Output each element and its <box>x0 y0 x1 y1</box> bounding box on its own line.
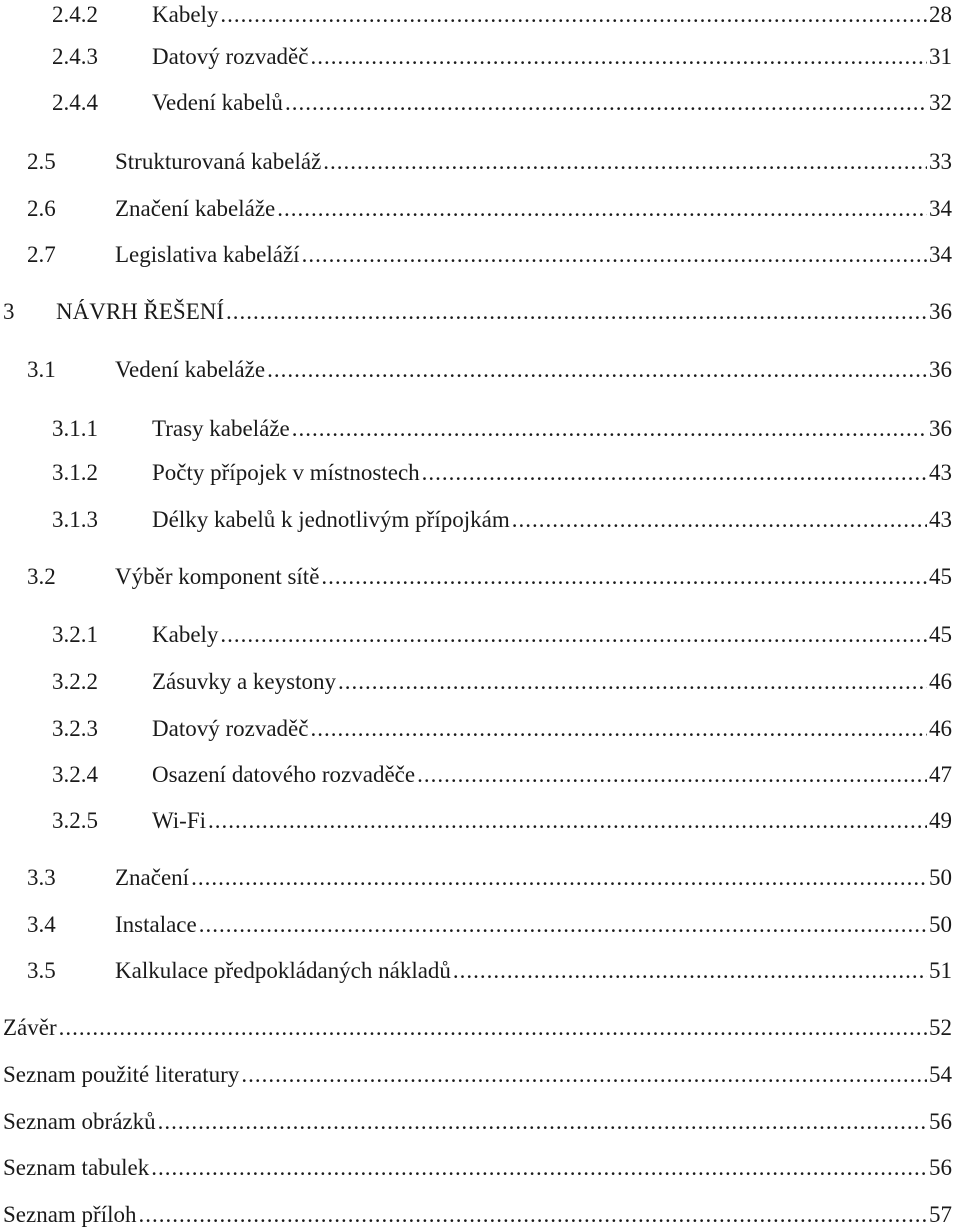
toc-entry-3-4[interactable] <box>27 910 952 940</box>
toc-dot-leader <box>208 806 927 836</box>
toc-entry-number: 3.3 <box>27 865 56 890</box>
toc-entry-page: 28 <box>929 2 952 27</box>
toc-entry-title: NÁVRH ŘEŠENÍ <box>56 299 225 324</box>
toc-dot-leader <box>59 1013 927 1043</box>
toc-entry-3-2[interactable] <box>27 562 952 592</box>
toc-entry-page: 50 <box>929 912 952 937</box>
toc-entry-obrazky[interactable] <box>3 1107 952 1137</box>
toc-entry-title: Seznam použité literatury <box>3 1062 240 1087</box>
toc-entry-page: 31 <box>929 44 952 69</box>
toc-entry-page: 45 <box>929 622 952 647</box>
toc-entry-page: 46 <box>929 669 952 694</box>
toc-entry-title: Závěr <box>3 1015 57 1040</box>
toc-dot-leader <box>139 1200 928 1230</box>
toc-entry-number: 3.2.5 <box>52 808 98 833</box>
toc-entry-number: 3.2.3 <box>52 716 98 741</box>
toc-dot-leader <box>267 355 927 385</box>
toc-entry-number: 3.1 <box>27 357 56 382</box>
toc-entry-3-1-1[interactable] <box>52 414 952 444</box>
toc-entry-title: Osazení datového rozvaděče <box>152 762 416 787</box>
toc-dot-leader <box>321 562 927 592</box>
toc-entry-tabulky[interactable] <box>3 1153 952 1183</box>
toc-entry-number: 3.2.1 <box>52 622 98 647</box>
toc-entry-title: Značení kabeláže <box>115 196 276 221</box>
toc-dot-leader <box>512 505 927 535</box>
toc-entry-page: 32 <box>929 90 952 115</box>
toc-entry-number: 3.2 <box>27 564 56 589</box>
toc-entry-title: Wi-Fi <box>152 808 207 833</box>
toc-dot-leader <box>285 88 927 118</box>
toc-entry-title: Délky kabelů k jednotlivým přípojkám <box>152 507 510 532</box>
toc-entry-page: 56 <box>929 1109 952 1134</box>
toc-entry-number: 2.4.4 <box>52 90 98 115</box>
toc-entry-number: 2.4.2 <box>52 2 98 27</box>
toc-entry-title: Trasy kabeláže <box>152 416 290 441</box>
toc-entry-number: 3 <box>3 299 15 324</box>
toc-entry-2-4-3[interactable] <box>52 42 952 72</box>
toc-entry-number: 3.4 <box>27 912 56 937</box>
toc-entry-page: 36 <box>929 416 952 441</box>
toc-entry-page: 45 <box>929 564 952 589</box>
toc-entry-page: 36 <box>929 299 952 324</box>
toc-dot-leader <box>241 1060 927 1090</box>
toc-entry-2-4-2[interactable] <box>52 0 952 30</box>
toc-dot-leader <box>277 194 927 224</box>
toc-entry-3-2-2[interactable] <box>52 667 952 697</box>
toc-entry-title: Značení <box>115 865 190 890</box>
toc-dot-leader <box>199 910 927 940</box>
toc-dot-leader <box>151 1153 927 1183</box>
toc-entry-page: 52 <box>929 1015 952 1040</box>
toc-entry-3-1-3[interactable] <box>52 505 952 535</box>
toc-entry-number: 3.2.2 <box>52 669 98 694</box>
toc-entry-page: 43 <box>929 460 952 485</box>
toc-entry-title: Výběr komponent sítě <box>115 564 320 589</box>
toc-entry-number: 2.7 <box>27 242 56 267</box>
toc-entry-literatura[interactable] <box>3 1060 952 1090</box>
toc-entry-title: Instalace <box>115 912 197 937</box>
toc-entry-page: 51 <box>929 958 952 983</box>
toc-dot-leader <box>292 414 927 444</box>
toc-entry-page: 34 <box>929 196 952 221</box>
toc-entry-title: Seznam příloh <box>3 1202 137 1227</box>
toc-entry-title: Strukturovaná kabeláž <box>115 149 322 174</box>
toc-entry-number: 2.4.3 <box>52 44 98 69</box>
toc-entry-title: Seznam tabulek <box>3 1155 150 1180</box>
toc-dot-leader <box>302 240 927 270</box>
toc-entry-2-4-4[interactable] <box>52 88 952 118</box>
toc-dot-leader <box>191 863 927 893</box>
toc-entry-page: 49 <box>929 808 952 833</box>
toc-entry-page: 43 <box>929 507 952 532</box>
toc-entry-title: Seznam obrázků <box>3 1109 156 1134</box>
toc-entry-page: 36 <box>929 357 952 382</box>
toc-entry-3-1[interactable] <box>27 355 952 385</box>
toc-entry-page: 56 <box>929 1155 952 1180</box>
toc-entry-page: 50 <box>929 865 952 890</box>
toc-entry-number: 2.6 <box>27 196 56 221</box>
toc-entry-prilohy[interactable] <box>3 1200 952 1230</box>
toc-entry-title: Kabely <box>152 2 219 27</box>
toc-dot-leader <box>323 147 927 177</box>
toc-entry-title: Datový rozvaděč <box>152 44 309 69</box>
toc-entry-3-2-5[interactable] <box>52 806 952 836</box>
toc-entry-3-2-4[interactable] <box>52 760 952 790</box>
toc-dot-leader <box>453 956 927 986</box>
toc-dot-leader <box>220 620 927 650</box>
toc-entry-title: Legislativa kabeláží <box>115 242 300 267</box>
toc-entry-2-6[interactable] <box>27 194 952 224</box>
toc-entry-number: 3.1.1 <box>52 416 98 441</box>
toc-entry-3-2-1[interactable] <box>52 620 952 650</box>
toc-entry-title: Kalkulace předpokládaných nákladů <box>115 958 451 983</box>
toc-entry-page: 47 <box>929 762 952 787</box>
toc-dot-leader <box>417 760 927 790</box>
toc-entry-page: 33 <box>929 149 952 174</box>
toc-entry-3[interactable] <box>3 297 952 327</box>
toc-entry-page: 54 <box>929 1062 952 1087</box>
toc-entry-page: 46 <box>929 716 952 741</box>
toc-entry-3-2-3[interactable] <box>52 714 952 744</box>
toc-entry-page: 57 <box>929 1202 952 1227</box>
toc-entry-3-1-2[interactable] <box>52 458 952 488</box>
toc-entry-title: Vedení kabeláže <box>115 357 266 382</box>
toc-dot-leader <box>338 667 927 697</box>
toc-entry-number: 3.5 <box>27 958 56 983</box>
toc-entry-title: Vedení kabelů <box>152 90 283 115</box>
toc-entry-title: Počty přípojek v místnostech <box>152 460 420 485</box>
toc-entry-zaver[interactable] <box>3 1013 952 1043</box>
toc-dot-leader <box>226 297 927 327</box>
toc-entry-number: 3.1.3 <box>52 507 98 532</box>
toc-entry-number: 2.5 <box>27 149 56 174</box>
toc-entry-title: Kabely <box>152 622 219 647</box>
toc-dot-leader <box>310 42 927 72</box>
toc-entry-page: 34 <box>929 242 952 267</box>
toc-dot-leader <box>310 714 927 744</box>
toc-entry-title: Zásuvky a keystony <box>152 669 336 694</box>
toc-entry-title: Datový rozvaděč <box>152 716 309 741</box>
toc-dot-leader <box>220 0 927 30</box>
toc-dot-leader <box>158 1107 927 1137</box>
toc-entry-2-5[interactable] <box>27 147 952 177</box>
toc-entry-2-7[interactable] <box>27 240 952 270</box>
toc-entry-3-5[interactable] <box>27 956 952 986</box>
toc-entry-3-3[interactable] <box>27 863 952 893</box>
toc-entry-number: 3.2.4 <box>52 762 98 787</box>
toc-dot-leader <box>422 458 927 488</box>
toc-entry-number: 3.1.2 <box>52 460 98 485</box>
